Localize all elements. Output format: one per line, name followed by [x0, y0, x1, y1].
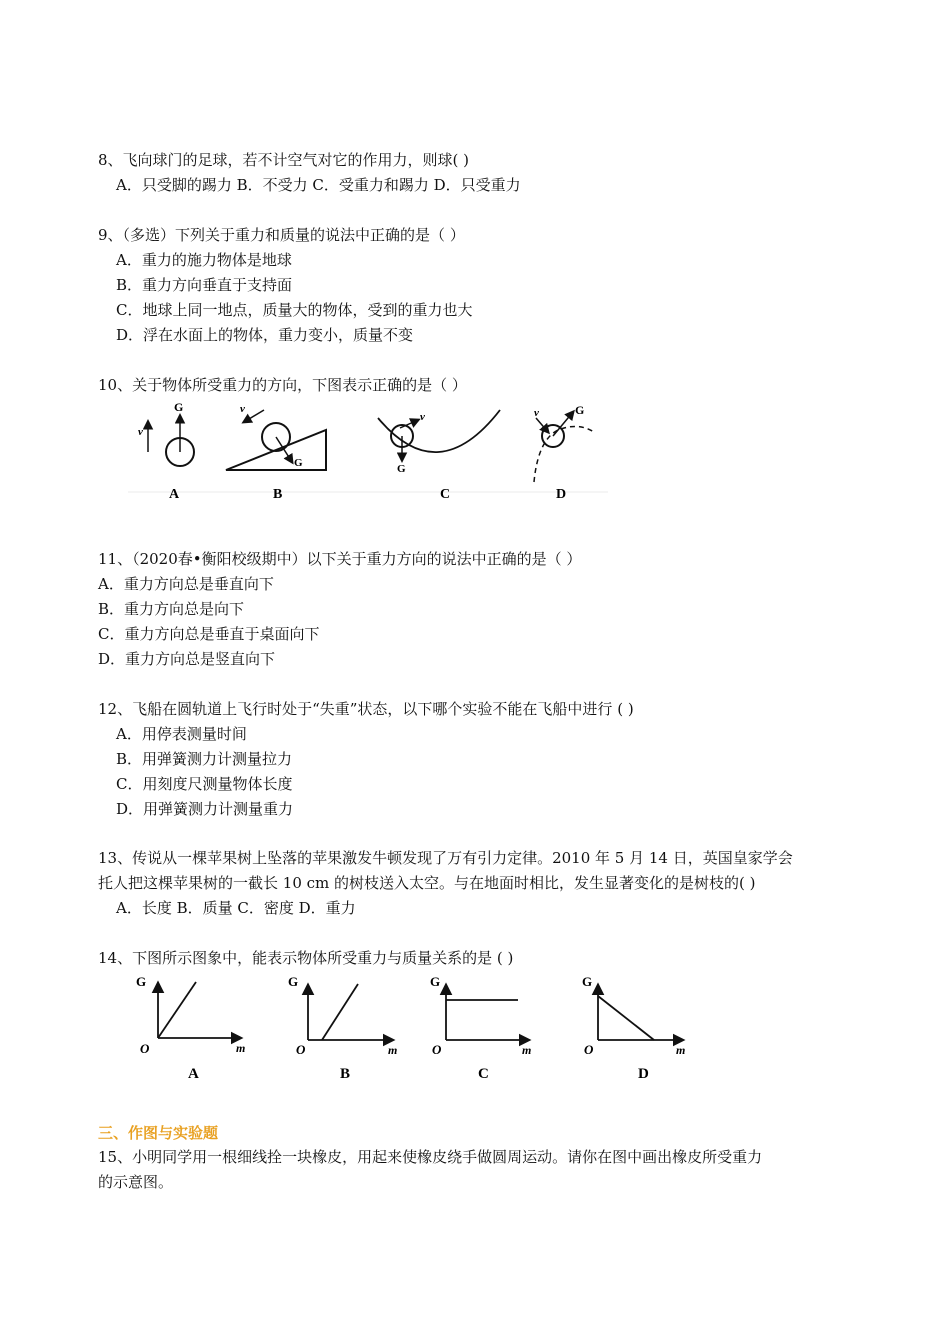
q10-diagram-d: [534, 403, 594, 502]
q10-label-d: D: [556, 487, 567, 502]
q13-stem-line1: 13、传说从一棵苹果树上坠落的苹果激发牛顿发现了万有引力定律。2010 年 5 月 14 日，英国皇家学会: [98, 849, 793, 867]
q10-d-g-label: G: [575, 403, 585, 417]
q11-option-d: D．重力方向总是竖直向下: [98, 650, 276, 668]
q10-figure: [128, 400, 608, 505]
q10-b-v-label: v: [240, 403, 245, 415]
q13-options: A．长度 B．质量 C．密度 D．重力: [116, 899, 356, 917]
q14-d-y-label: G: [582, 974, 593, 989]
q10-label-a: A: [169, 487, 180, 502]
q12-option-b: B．用弹簧测力计测量拉力: [116, 750, 293, 768]
q14-a-x-label: m: [236, 1041, 246, 1055]
q14-b-y-label: G: [288, 974, 299, 989]
q9-stem: 9、（多选）下列关于重力和质量的说法中正确的是（ ）: [98, 226, 465, 244]
q12-option-d: D．用弹簧测力计测量重力: [116, 800, 294, 818]
q9-option-a: A．重力的施力物体是地球: [116, 251, 292, 269]
q10-c-v-label: v: [420, 411, 425, 423]
q10-b-g-label: G: [294, 457, 303, 469]
q9-option-c: C．地球上同一地点，质量大的物体，受到的重力也大: [116, 301, 473, 319]
q10-a-v-label: v: [138, 426, 143, 438]
q14-d-origin: O: [584, 1042, 594, 1057]
q11-stem: 11、（2020春•衡阳校级期中）以下关于重力方向的说法中正确的是（ ）: [98, 550, 582, 568]
q11-option-a: A．重力方向总是垂直向下: [98, 575, 274, 593]
q14-c-y-label: G: [430, 974, 441, 989]
q14-graph-c: [430, 974, 531, 1082]
q14-c-x-label: m: [522, 1043, 532, 1057]
q10-diagram-c: [378, 410, 500, 502]
q14-figure: [130, 970, 700, 1085]
q15-stem-line2: 的示意图。: [98, 1173, 174, 1191]
q8-stem: 8、飞向球门的足球，若不计空气对它的作用力，则球( ): [98, 151, 470, 169]
q10-label-b: B: [273, 487, 283, 502]
q10-c-g-label: G: [397, 463, 406, 475]
q11-option-c: C．重力方向总是垂直于桌面向下: [98, 625, 320, 643]
q14-stem: 14、下图所示图象中，能表示物体所受重力与质量关系的是 ( ): [98, 949, 514, 967]
q14-b-x-label: m: [388, 1043, 398, 1057]
q14-d-x-label: m: [676, 1043, 686, 1057]
q11-option-b: B．重力方向总是向下: [98, 600, 245, 618]
q10-diagram-a: [138, 400, 194, 502]
q14-label-d: D: [638, 1066, 649, 1082]
q9-option-d: D．浮在水面上的物体，重力变小，质量不变: [116, 326, 414, 344]
q14-a-y-label: G: [136, 974, 147, 989]
q10-diagram-b: [226, 403, 326, 502]
q14-c-origin: O: [432, 1042, 442, 1057]
q8-options: A．只受脚的踢力 B．不受力 C．受重力和踢力 D．只受重力: [116, 176, 521, 194]
section-title: 三、作图与实验题: [98, 1124, 219, 1142]
q12-option-c: C．用刻度尺测量物体长度: [116, 775, 293, 793]
q14-graph-a: [136, 974, 245, 1082]
q15-stem-line1: 15、小明同学用一根细线拴一块橡皮，用起来使橡皮绕手做圆周运动。请你在图中画出橡皮所受重力: [98, 1148, 763, 1166]
q14-graph-b: [288, 974, 397, 1082]
q10-stem: 10、关于物体所受重力的方向，下图表示正确的是（ ）: [98, 376, 467, 394]
q14-label-a: A: [188, 1066, 199, 1082]
q14-a-origin: O: [140, 1041, 150, 1056]
q10-label-c: C: [440, 487, 451, 502]
q12-stem: 12、飞船在圆轨道上飞行时处于“失重”状态，以下哪个实验不能在飞船中进行 ( ): [98, 700, 634, 718]
q13-stem-line2: 托人把这棵苹果树的一截长 10 cm 的树枝送入太空。与在地面时相比，发生显著变化的是树枝的( ): [98, 874, 756, 892]
q12-option-a: A．用停表测量时间: [116, 725, 247, 743]
q10-a-g-label: G: [174, 400, 184, 414]
q14-label-c: C: [478, 1066, 489, 1082]
q14-graph-d: [582, 974, 685, 1082]
q10-d-v-label: v: [534, 407, 539, 419]
q9-option-b: B．重力方向垂直于支持面: [116, 276, 293, 294]
q14-b-origin: O: [296, 1042, 306, 1057]
q14-label-b: B: [340, 1066, 351, 1082]
